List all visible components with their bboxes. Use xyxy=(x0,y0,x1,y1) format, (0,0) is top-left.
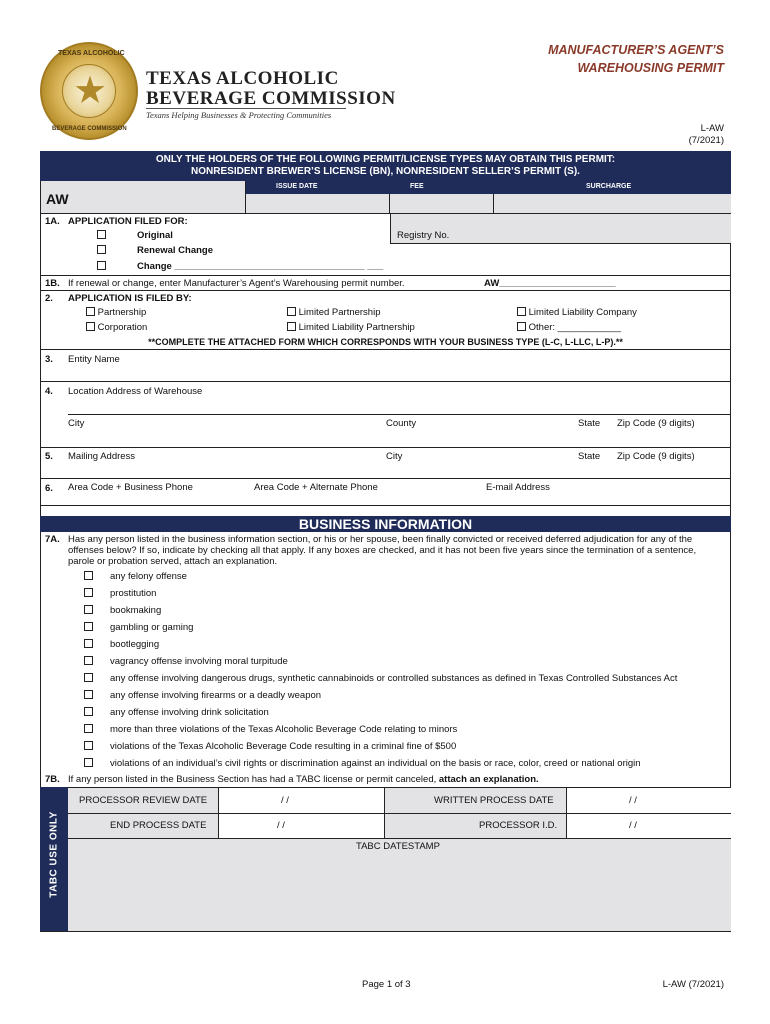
other-label: Other: ____________ xyxy=(528,322,622,333)
location-address-label: Location Address of Warehouse xyxy=(68,386,203,397)
written-process-date-label: WRITTEN PROCESS DATE xyxy=(434,795,554,806)
offense-checkbox[interactable] xyxy=(84,656,93,665)
limited-partnership-option[interactable] xyxy=(287,307,381,318)
permit-code: AW xyxy=(46,191,69,207)
corporation-label: Corporation xyxy=(97,322,148,333)
offense-checkbox[interactable] xyxy=(84,690,93,699)
s5-number: 5. xyxy=(45,451,53,462)
offense-item[interactable] xyxy=(84,673,677,684)
offense-item[interactable] xyxy=(84,622,193,633)
llp-label: Limited Liability Partnership xyxy=(298,322,415,333)
offense-label: violations of the Texas Alcoholic Beverage Code resulting in a criminal fine of $500 xyxy=(110,741,457,752)
processor-review-date-label: PROCESSOR REVIEW DATE xyxy=(79,795,208,806)
permit-code-box xyxy=(40,181,246,214)
s2-label: APPLICATION IS FILED BY: xyxy=(68,293,192,304)
mailing-city-label: City xyxy=(386,451,403,462)
written-process-date-slashes: / / xyxy=(629,795,637,806)
registry-label: Registry No. xyxy=(397,230,450,241)
registry-field[interactable] xyxy=(390,214,731,244)
form-code: L-AW xyxy=(700,123,724,134)
divider-2 xyxy=(40,290,731,291)
offense-checkbox[interactable] xyxy=(84,622,93,631)
offense-label: violations of an individual’s civil rights or discrimination against an individual on the basis or race, color, creed or national origin xyxy=(110,758,641,769)
s7b-number: 7B. xyxy=(45,774,60,785)
llp-option[interactable] xyxy=(287,322,415,333)
renewal-checkbox[interactable] xyxy=(97,245,106,256)
logo-divider xyxy=(146,108,346,109)
offense-label: bootlegging xyxy=(110,639,160,650)
offense-item[interactable] xyxy=(84,741,456,752)
divider-3 xyxy=(40,349,731,350)
form-title-line2: WAREHOUSING PERMIT xyxy=(577,61,724,75)
processor-id-label: PROCESSOR I.D. xyxy=(479,820,558,831)
offense-checkbox[interactable] xyxy=(84,673,93,682)
s2-number: 2. xyxy=(45,293,53,304)
offense-checkbox[interactable] xyxy=(84,707,93,716)
offense-label: more than three violations of the Texas Alcoholic Beverage Code relating to minors xyxy=(110,724,458,735)
partnership-label: Partnership xyxy=(97,307,147,318)
offense-checkbox[interactable] xyxy=(84,741,93,750)
llc-label: Limited Liability Company xyxy=(528,307,637,318)
offense-item[interactable] xyxy=(84,707,269,718)
end-process-date-label: END PROCESS DATE xyxy=(110,820,207,831)
business-type-note: **COMPLETE THE ATTACHED FORM WHICH CORRESPONDS WITH YOUR BUSINESS TYPE (L-C, L-LLC, L-P).** xyxy=(148,337,623,347)
offense-label: vagrancy offense involving moral turpitude xyxy=(110,656,288,667)
partnership-option[interactable] xyxy=(86,307,146,318)
llc-option[interactable] xyxy=(517,307,637,318)
offense-item[interactable] xyxy=(84,588,156,599)
offense-checkbox[interactable] xyxy=(84,571,93,580)
offense-label: bookmaking xyxy=(110,605,162,616)
form-id xyxy=(689,123,724,147)
s7b-text-main: If any person listed in the Business Section has had a TABC license or permit canceled, xyxy=(68,774,437,785)
tabc-row-divider-2 xyxy=(68,838,731,839)
tabc-use-only-label: TABC USE ONLY xyxy=(48,811,60,898)
location-city-label: City xyxy=(68,418,85,429)
footer-form-code: L-AW (7/2021) xyxy=(662,979,724,990)
location-county-label: County xyxy=(386,418,417,429)
location-zip-label: Zip Code (9 digits) xyxy=(617,418,695,429)
eligibility-line2: NONRESIDENT BREWER’S LICENSE (BN), NONRESIDENT SELLER’S PERMIT (S). xyxy=(191,166,580,177)
offense-checkbox[interactable] xyxy=(84,758,93,767)
s1a-number: 1A. xyxy=(45,216,60,227)
surcharge-field xyxy=(494,194,731,214)
change-checkbox[interactable] xyxy=(97,261,106,272)
tabc-col-divider-2 xyxy=(384,787,385,838)
page-number: Page 1 of 3 xyxy=(362,979,411,990)
partnership-checkbox[interactable] xyxy=(86,307,95,316)
other-option[interactable] xyxy=(517,322,621,333)
org-tagline: Texans Helping Businesses & Protecting Communities xyxy=(146,110,332,120)
seal-text-top: TEXAS ALCOHOLIC xyxy=(58,50,125,57)
processor-review-date-slashes: / / xyxy=(281,795,289,806)
offense-checkbox[interactable] xyxy=(84,588,93,597)
mailing-state-label: State xyxy=(578,451,601,462)
llc-checkbox[interactable] xyxy=(517,307,526,316)
offense-checkbox[interactable] xyxy=(84,724,93,733)
llp-checkbox[interactable] xyxy=(287,322,296,331)
written-process-date-field[interactable] xyxy=(567,788,731,813)
divider-4 xyxy=(40,381,731,382)
eligibility-banner xyxy=(40,151,731,181)
s7b-text-bold: attach an explanation. xyxy=(438,774,539,785)
aw-permit-number-field[interactable]: AW______________________ xyxy=(484,278,616,289)
org-name-line1: TEXAS ALCOHOLIC xyxy=(146,68,339,89)
fee-header-row xyxy=(246,181,731,194)
org-name-line2: BEVERAGE COMMISSION xyxy=(146,88,396,109)
form-date: (7/2021) xyxy=(688,135,724,146)
change-label: Change ____________________________________ ___ xyxy=(137,261,384,272)
s3-number: 3. xyxy=(45,354,53,365)
tabc-datestamp-label: TABC DATESTAMP xyxy=(356,841,440,852)
offense-checkbox[interactable] xyxy=(84,639,93,648)
star-icon: ★ xyxy=(72,70,108,112)
offense-label: any felony offense xyxy=(110,571,187,582)
divider-6 xyxy=(40,478,731,479)
offense-item[interactable] xyxy=(84,656,288,667)
seal-text-bottom: BEVERAGE COMMISSION xyxy=(52,126,127,132)
offense-checkbox[interactable] xyxy=(84,605,93,614)
offense-item[interactable] xyxy=(84,605,161,616)
issue-date-field xyxy=(246,194,390,214)
corporation-option[interactable] xyxy=(86,322,147,333)
s1a-label: APPLICATION FILED FOR: xyxy=(68,216,188,227)
alternate-phone-label: Area Code + Alternate Phone xyxy=(254,482,378,493)
business-information-header: BUSINESS INFORMATION xyxy=(40,516,731,532)
seal-center xyxy=(62,64,116,118)
issue-date-label: ISSUE DATE xyxy=(276,183,318,190)
offense-item[interactable] xyxy=(84,690,321,701)
s1b-number: 1B. xyxy=(45,278,60,289)
corporation-checkbox[interactable] xyxy=(86,322,95,331)
limited-partnership-label: Limited Partnership xyxy=(298,307,381,318)
tabc-seal-logo xyxy=(40,42,138,140)
end-process-date-field[interactable] xyxy=(219,814,384,838)
offense-label: prostitution xyxy=(110,588,157,599)
mailing-address-label: Mailing Address xyxy=(68,451,136,462)
fee-label: FEE xyxy=(410,183,424,190)
location-address-line[interactable] xyxy=(68,414,731,415)
original-checkbox[interactable] xyxy=(97,230,106,241)
eligibility-line1: ONLY THE HOLDERS OF THE FOLLOWING PERMIT/LICENSE TYPES MAY OBTAIN THIS PERMIT: xyxy=(155,154,616,165)
processor-review-date-field[interactable] xyxy=(219,788,384,813)
processor-id-slashes: / / xyxy=(629,820,637,831)
renewal-label: Renewal Change xyxy=(137,245,214,256)
entity-name-label: Entity Name xyxy=(68,354,120,365)
other-checkbox[interactable] xyxy=(517,322,526,331)
s7b-text xyxy=(68,774,539,785)
mailing-zip-label: Zip Code (9 digits) xyxy=(617,451,695,462)
s6-number: 6. xyxy=(45,483,53,494)
location-state-label: State xyxy=(578,418,601,429)
divider-5 xyxy=(40,447,731,448)
s1b-text: If renewal or change, enter Manufacturer’s Agent’s Warehousing permit number. xyxy=(68,278,405,289)
s7a-number: 7A. xyxy=(45,534,60,545)
offense-label: any offense involving drink solicitation xyxy=(110,707,269,718)
s7a-question: Has any person listed in the business information section, or his or her spouse, been finally convicted or received deferred adjudication for any of the offenses below? If so, indicate by checking all that apply. If any boxes are checked, and it has not been five years since the termination of a sentence, parole or probation served, attach an explanation. xyxy=(68,534,697,567)
offense-label: any offense involving dangerous drugs, synthetic cannabinoids or controlled substances as defined in Texas Controlled Substances Act xyxy=(110,673,678,684)
offense-label: any offense involving firearms or a deadly weapon xyxy=(110,690,322,701)
offense-item[interactable] xyxy=(84,758,641,769)
offense-item[interactable] xyxy=(84,724,457,735)
divider-business xyxy=(40,505,731,506)
processor-id-field[interactable] xyxy=(567,814,731,838)
offense-label: gambling or gaming xyxy=(110,622,194,633)
email-label: E-mail Address xyxy=(486,482,550,493)
offense-item[interactable] xyxy=(84,639,159,650)
limited-partnership-checkbox[interactable] xyxy=(287,307,296,316)
s4-number: 4. xyxy=(45,386,53,397)
end-process-date-slashes: / / xyxy=(277,820,285,831)
tabc-side-bar xyxy=(40,787,68,931)
offense-item[interactable] xyxy=(84,571,187,582)
form-title-line1: MANUFACTURER’S AGENT’S xyxy=(548,43,724,57)
original-label: Original xyxy=(137,230,173,241)
divider-1b xyxy=(40,275,731,276)
business-phone-label: Area Code + Business Phone xyxy=(68,482,193,493)
fee-field xyxy=(390,194,494,214)
surcharge-label: SURCHARGE xyxy=(586,183,632,190)
